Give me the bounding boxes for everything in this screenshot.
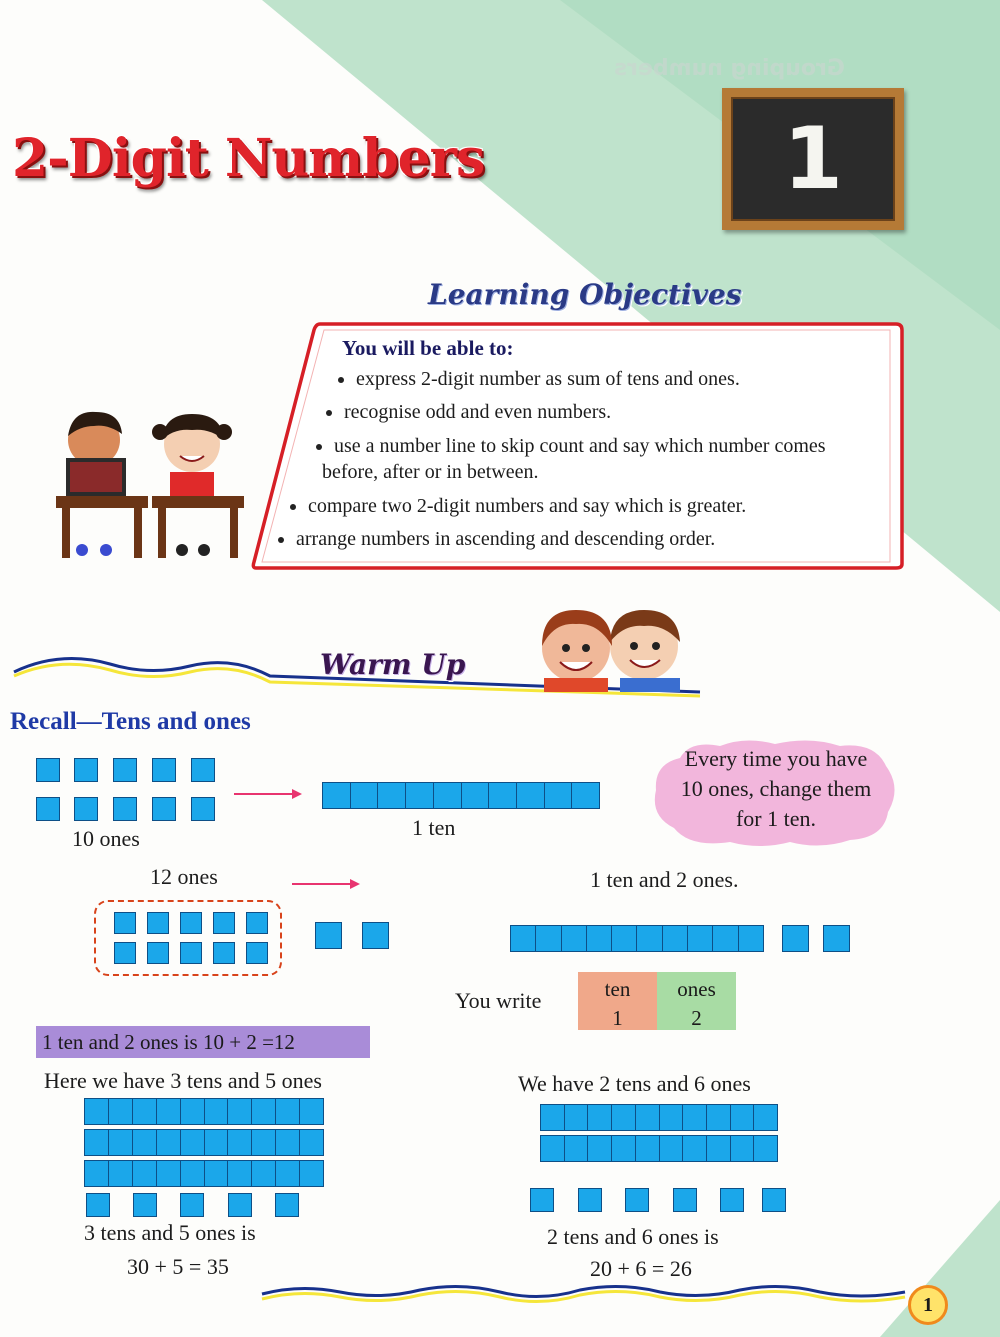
objective-item: use a number line to skip count and say which number comes: [316, 435, 826, 458]
objectives-title: Learning Objectives: [428, 278, 742, 311]
tip-cloud-text: Every time you have 10 ones, change them for 1 ten.: [680, 746, 872, 831]
objective-item: compare two 2-digit numbers and say which is greater.: [290, 495, 746, 518]
page-number-badge: 1: [908, 1285, 948, 1325]
objectives-intro: You will be able to:: [342, 336, 514, 360]
left-example-line2: 30 + 5 = 35: [127, 1254, 229, 1279]
place-value-table: [578, 972, 736, 1030]
one-ten-two-ones-label: 1 ten and 2 ones.: [590, 867, 739, 892]
bullet-icon: [278, 537, 284, 543]
bullet-icon: [290, 504, 296, 510]
twelve-ones-label: 12 ones: [150, 864, 218, 889]
objective-item-continued: before, after or in between.: [322, 461, 539, 483]
left-example-caption: Here we have 3 tens and 5 ones: [44, 1068, 322, 1093]
you-write-label: You write: [455, 988, 542, 1013]
right-example-line2: 20 + 6 = 26: [590, 1256, 692, 1281]
chapter-chalkboard: [722, 88, 904, 230]
kids-at-desks-illustration: [52, 400, 248, 562]
left-example-line1: 3 tens and 5 ones is: [84, 1220, 256, 1245]
page-title: 2-Digit Numbers: [12, 128, 485, 189]
right-example-caption: We have 2 tens and 6 ones: [518, 1071, 751, 1096]
ten-rod: [510, 925, 764, 952]
objective-item: recognise odd and even numbers.: [326, 401, 611, 424]
right-example-line1: 2 tens and 6 ones is: [547, 1224, 719, 1249]
recall-heading: Recall—Tens and ones: [10, 708, 251, 735]
bullet-icon: [338, 377, 344, 383]
one-cube: [782, 925, 809, 952]
one-ten-rod: [322, 782, 600, 809]
one-ten-label: 1 ten: [412, 815, 456, 840]
tens-column: ten 1: [578, 972, 657, 1030]
ones-column: ones 2: [657, 972, 736, 1030]
objective-item: express 2-digit number as sum of tens and ones.: [338, 368, 740, 391]
chapter-number: 1: [783, 109, 843, 209]
ghost-heading: Grouping numbers: [614, 56, 845, 81]
objective-item: arrange numbers in ascending and descending order.: [278, 528, 715, 551]
summary-band: 1 ten and 2 ones is 10 + 2 =12: [36, 1026, 370, 1058]
smiling-kids-illustration: [524, 602, 704, 694]
ten-ones-label: 10 ones: [72, 826, 140, 851]
bullet-icon: [326, 410, 332, 416]
one-cube: [823, 925, 850, 952]
warmup-title: Warm Up: [320, 648, 466, 681]
bullet-icon: [316, 444, 322, 450]
